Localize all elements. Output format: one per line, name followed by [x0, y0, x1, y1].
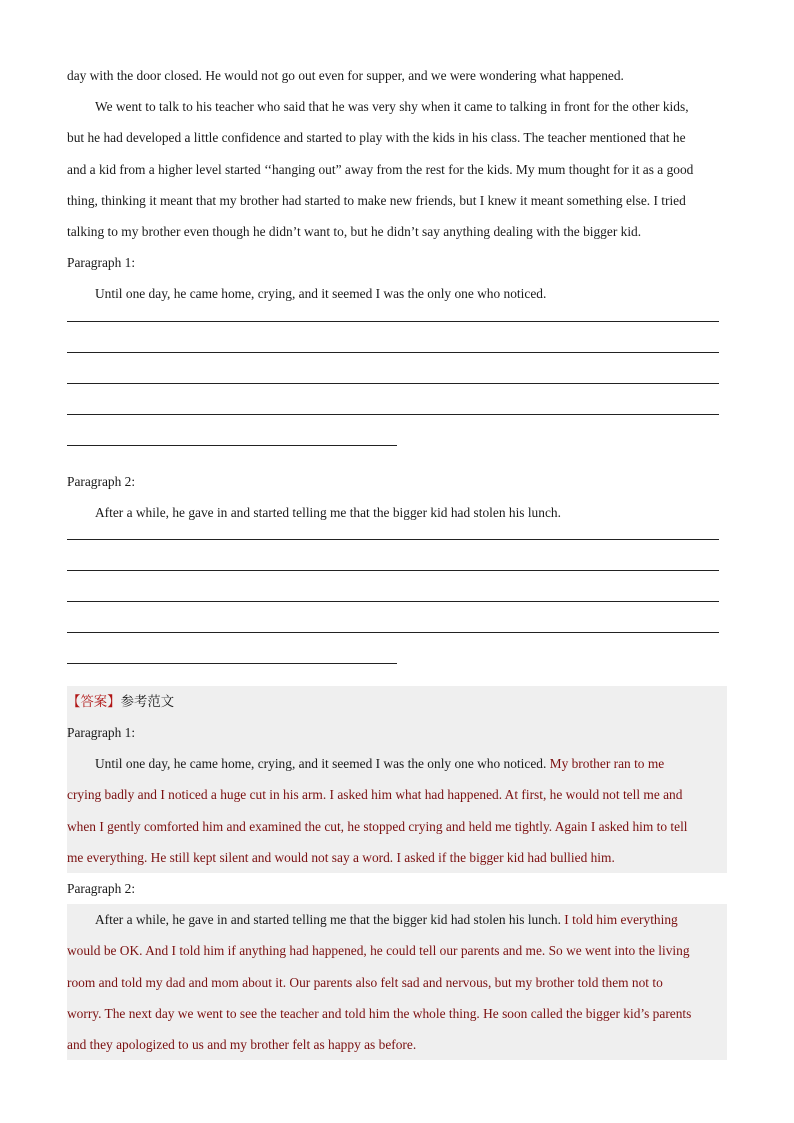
story-line: talking to my brother even though he didn’t want to, but he didn’t say anything dealing with the bigger kid. [67, 223, 642, 239]
writing-line[interactable] [67, 570, 719, 571]
answer-tag: 【答案】 [67, 693, 121, 709]
story-line: We went to talk to his teacher who said that he was very shy when it came to talking in front for the other kids, [95, 99, 689, 115]
answer-paragraph-1-label [67, 717, 727, 748]
paragraph-1-opening: Until one day, he came home, crying, and it seemed I was the only one who noticed. [95, 286, 547, 302]
writing-line[interactable] [67, 601, 719, 602]
answer-line [67, 904, 727, 935]
writing-line[interactable] [67, 352, 719, 353]
answer-label-text: Paragraph 2: [67, 881, 136, 896]
writing-line[interactable] [67, 663, 397, 664]
paragraph-2-label: Paragraph 2: [67, 473, 136, 489]
paragraph-2-opening: After a while, he gave in and started telling me that the bigger kid had stolen his lunch. [95, 504, 561, 520]
story-text [67, 60, 727, 247]
writing-line[interactable] [67, 632, 719, 633]
worksheet-page [67, 60, 727, 1060]
answer-section-2 [67, 904, 727, 1060]
answer-opening: Until one day, he came home, crying, and it seemed I was the only one who noticed. [95, 756, 547, 772]
writing-line[interactable] [67, 383, 719, 384]
answer-paragraph-2-label [67, 873, 727, 904]
writing-line[interactable] [67, 414, 719, 415]
answer-line [67, 748, 727, 779]
writing-line[interactable] [67, 321, 719, 322]
answer-continuation: My brother ran to me [546, 756, 665, 772]
answer-label-text: Paragraph 1: [67, 725, 136, 741]
answer-line: me everything. He still kept silent and would not say a word. I asked if the bigger kid had bullied him. [67, 849, 615, 865]
writing-line[interactable] [67, 539, 719, 540]
paragraph-1-label: Paragraph 1: [67, 255, 136, 271]
paragraph-1-writing-lines[interactable] [67, 310, 727, 466]
answer-line: crying badly and I noticed a huge cut in his arm. I asked him what had happened. At first, he would not tell me and [67, 787, 683, 803]
answer-line: room and told my dad and mom about it. Our parents also felt sad and nervous, but my brother told them not to [67, 974, 663, 990]
answer-line: and they apologized to us and my brother felt as happy as before. [67, 1036, 417, 1052]
story-line: day with the door closed. He would not go out even for supper, and we were wondering what happened. [67, 68, 624, 83]
story-line: and a kid from a higher level started ‘‘hanging out” away from the rest for the kids. My mum thought for it as a good [67, 161, 694, 177]
paragraph-2-writing-lines[interactable] [67, 528, 727, 684]
writing-line[interactable] [67, 445, 397, 446]
answer-line: worry. The next day we went to see the teacher and told him the whole thing. He soon called the bigger kid’s parents [67, 1005, 692, 1021]
answer-line: would be OK. And I told him if anything had happened, he could tell our parents and me. So we went into the living [67, 943, 690, 959]
answer-heading [67, 686, 727, 717]
answer-line: when I gently comforted him and examined the cut, he stopped crying and held me tightly. Again I asked him to tell [67, 818, 688, 834]
answer-heading-text: 参考范文 [120, 693, 175, 709]
story-line: but he had developed a little confidence and started to play with the kids in his class. The teacher mentioned that he [67, 130, 686, 146]
story-line: thing, thinking it meant that my brother had started to make new friends, but I knew it meant something else. I tried [67, 192, 686, 208]
answer-section [67, 686, 727, 873]
answer-continuation: I told him everything [560, 912, 678, 928]
answer-opening: After a while, he gave in and started telling me that the bigger kid had stolen his lunch. [95, 912, 561, 928]
